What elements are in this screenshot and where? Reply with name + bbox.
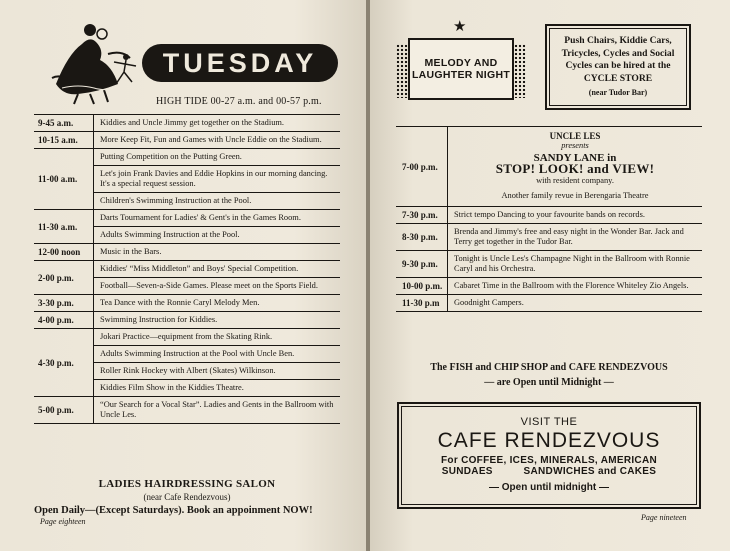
schedule-item: Kiddies and Uncle Jimmy get together on the Stadium.	[100, 118, 284, 127]
schedule-item: Kiddies' “Miss Middleton” and Boys' Special Competition.	[100, 264, 299, 273]
cafe-visit-label: VISIT THE	[520, 416, 578, 428]
time-slot: 11-30 p.m	[396, 295, 448, 311]
cycle-store-text: Push Chairs, Kiddie Cars, Tricycles, Cycles and Social Cycles can be hired at the CYCLE STORE	[561, 35, 675, 84]
evening-schedule	[396, 126, 702, 312]
schedule-row	[396, 250, 702, 277]
schedule-row	[34, 209, 340, 243]
cafe-rendezvous-advert	[397, 402, 701, 509]
fish-chip-notice	[396, 360, 702, 390]
time-slot: 4-00 p.m.	[34, 312, 94, 328]
schedule-item: Goodnight Campers.	[454, 298, 524, 307]
show-venue: Another family revue in Berengaria Theatre	[501, 191, 649, 200]
show-star: SANDY LANE in	[533, 152, 617, 164]
schedule-item: Roller Rink Hockey with Albert (Skates) Wilkinson.	[94, 362, 340, 379]
page-number-left: Page eighteen	[40, 517, 86, 526]
show-presenter: UNCLE LES	[549, 131, 601, 141]
daytime-schedule	[34, 114, 340, 424]
schedule-row	[396, 294, 702, 311]
high-tide-note: HIGH TIDE 00-27 a.m. and 00-57 p.m.	[156, 96, 322, 107]
salon-location: (near Cafe Rendezvous)	[143, 492, 231, 502]
time-slot: 4-30 p.m.	[34, 329, 94, 396]
schedule-row	[34, 243, 340, 260]
schedule-item: Adults Swimming Instruction at the Pool.	[94, 226, 340, 243]
schedule-item: Strict tempo Dancing to your favourite bands on records.	[454, 210, 645, 219]
time-slot: 7-30 p.m.	[396, 207, 448, 223]
time-slot: 11-00 a.m.	[34, 149, 94, 209]
page-number-right: Page nineteen	[641, 513, 687, 522]
schedule-item: Putting Competition on the Putting Green.	[100, 152, 242, 161]
melody-laughter-banner: MELODY AND LAUGHTER NIGHT	[408, 38, 514, 100]
schedule-row	[396, 206, 702, 223]
time-slot: 10-15 a.m.	[34, 132, 94, 148]
salon-hours: Open Daily—(Except Saturdays). Book an appoinment NOW!	[34, 505, 313, 516]
schedule-row	[34, 148, 340, 209]
star-icon: ★	[453, 19, 467, 35]
time-slot: 11-30 a.m.	[34, 210, 94, 243]
schedule-item: Brenda and Jimmy's free and easy night in the Wonder Bar. Jack and Terry get together in the Tudor Bar.	[454, 227, 684, 246]
time-slot: 9-45 a.m.	[34, 115, 94, 131]
schedule-item: Adults Swimming Instruction at the Pool with Uncle Ben.	[94, 345, 340, 362]
time-slot: 3-30 p.m.	[34, 295, 94, 311]
schedule-row	[34, 294, 340, 311]
show-title: STOP! LOOK! and VIEW!	[495, 161, 655, 176]
schedule-row	[396, 223, 702, 250]
cafe-name: CAFE RENDEZVOUS	[437, 429, 661, 452]
schedule-row	[34, 260, 340, 294]
small-dancer-figure	[108, 52, 142, 88]
schedule-item: Swimming Instruction for Kiddies.	[100, 315, 218, 324]
schedule-item: More Keep Fit, Fun and Games with Uncle Eddie on the Stadium.	[100, 135, 322, 144]
opening-hours-line: — are Open until Midnight —	[484, 377, 614, 388]
schedule-row	[396, 277, 702, 294]
cafe-menu-line: For COFFEE, ICES, MINERALS, AMERICAN	[441, 455, 657, 466]
time-slot: 2-00 p.m.	[34, 261, 94, 294]
schedule-item: Music in the Bars.	[100, 247, 162, 256]
schedule-row	[34, 328, 340, 396]
fish-chip-line: The FISH and CHIP SHOP and CAFE RENDEZVOUS	[430, 362, 668, 373]
schedule-item: Kiddies Film Show in the Kiddies Theatre.	[94, 379, 340, 396]
schedule-item: Children's Swimming Instruction at the Pool.	[94, 192, 340, 209]
time-slot: 8-30 p.m.	[396, 224, 448, 250]
cycle-store-location: (near Tudor Bar)	[588, 88, 648, 97]
schedule-row	[34, 396, 340, 423]
time-slot: 7-00 p.m.	[396, 127, 448, 206]
salon-title: LADIES HAIRDRESSING SALON	[98, 478, 276, 490]
hairdressing-salon-notice	[34, 478, 340, 516]
schedule-item: Cabaret Time in the Ballroom with the Florence Whiteley Zio Angels.	[454, 281, 689, 290]
schedule-item: Darts Tournament for Ladies' & Gent's in the Games Room.	[100, 213, 301, 222]
show-announcement	[448, 127, 702, 206]
schedule-item: Jokari Practice—equipment from the Skating Rink.	[100, 332, 273, 341]
time-slot: 9-30 p.m.	[396, 251, 448, 277]
dot-pattern-decoration	[514, 44, 526, 98]
time-slot: 12-00 noon	[34, 244, 94, 260]
schedule-item: “Our Search for a Vocal Star”. Ladies and Gents in the Ballroom with Uncle Les.	[100, 400, 334, 419]
schedule-item: Football—Seven-a-Side Games. Please meet on the Sports Field.	[94, 277, 340, 294]
schedule-row	[34, 131, 340, 148]
cycle-store-notice	[545, 24, 691, 110]
cafe-hours: — Open until midnight —	[489, 482, 609, 493]
schedule-item: Let's join Frank Davies and Eddie Hopkins in our morning dancing. It's a special request session.	[94, 165, 340, 192]
cafe-menu-line: SUNDAES SANDWICHES and CAKES	[441, 466, 657, 477]
show-company: with resident company.	[536, 176, 614, 185]
schedule-item: Tea Dance with the Ronnie Caryl Melody Men.	[100, 298, 260, 307]
time-slot: 5-00 p.m.	[34, 397, 94, 423]
dot-pattern-decoration	[396, 44, 408, 98]
show-presents: presents	[561, 141, 589, 150]
schedule-row	[34, 115, 340, 131]
schedule-row	[396, 127, 702, 206]
schedule-row	[34, 311, 340, 328]
time-slot: 10-00 p.m.	[396, 278, 448, 294]
day-title: TUESDAY	[142, 44, 338, 82]
schedule-item: Tonight is Uncle Les's Champagne Night in the Ballroom with Ronnie Caryl and his Orchestra.	[454, 254, 690, 273]
